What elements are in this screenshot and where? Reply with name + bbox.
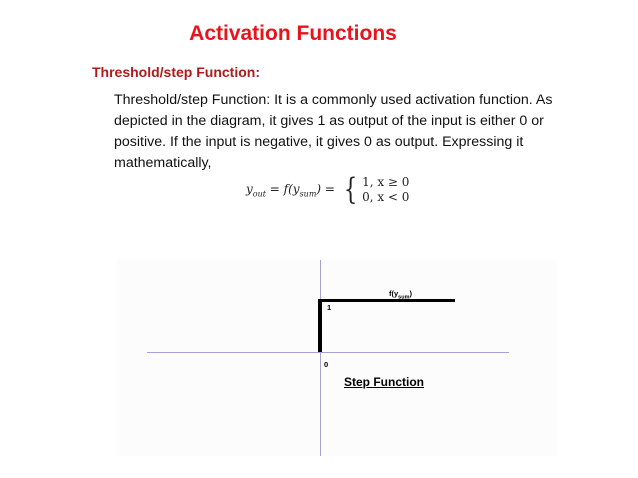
formula-f: = f(y xyxy=(265,181,300,196)
step-function-formula xyxy=(246,172,409,208)
formula-case-1: 1, x ≥ 0 xyxy=(362,175,410,189)
step-horizontal-segment xyxy=(318,299,455,302)
formula-eq: ) = xyxy=(316,181,335,196)
formula-sum-sub: sum xyxy=(299,189,317,199)
label-f-y: f(y xyxy=(389,289,399,298)
diagram-caption: Step Function xyxy=(344,375,424,389)
label-zero: 0 xyxy=(324,360,329,369)
x-axis xyxy=(147,352,509,353)
formula-out-sub: out xyxy=(252,189,266,199)
label-f-close: ) xyxy=(409,289,412,298)
step-vertical-segment xyxy=(318,300,322,352)
slide-title: Activation Functions xyxy=(189,22,397,45)
formula-brace: { xyxy=(343,172,358,207)
formula-case-2: 0, x < 0 xyxy=(362,190,410,204)
label-f-sub: sum xyxy=(398,294,410,301)
formula-cases xyxy=(362,175,409,205)
step-function-diagram xyxy=(117,260,557,456)
label-f-ysum xyxy=(389,289,412,301)
section-subtitle: Threshold/step Function: xyxy=(92,64,260,80)
y-axis xyxy=(320,260,321,456)
label-one: 1 xyxy=(327,303,332,312)
formula-lhs xyxy=(246,182,335,198)
formula-y: y xyxy=(246,181,253,196)
description-paragraph: Threshold/step Function: It is a commonly used activation function. As depicted in the diagram, it gives 1 as output of the input is either 0 or positive. If the input is negative, it gives 0 as output. Expressing it mathematically, xyxy=(114,92,553,171)
